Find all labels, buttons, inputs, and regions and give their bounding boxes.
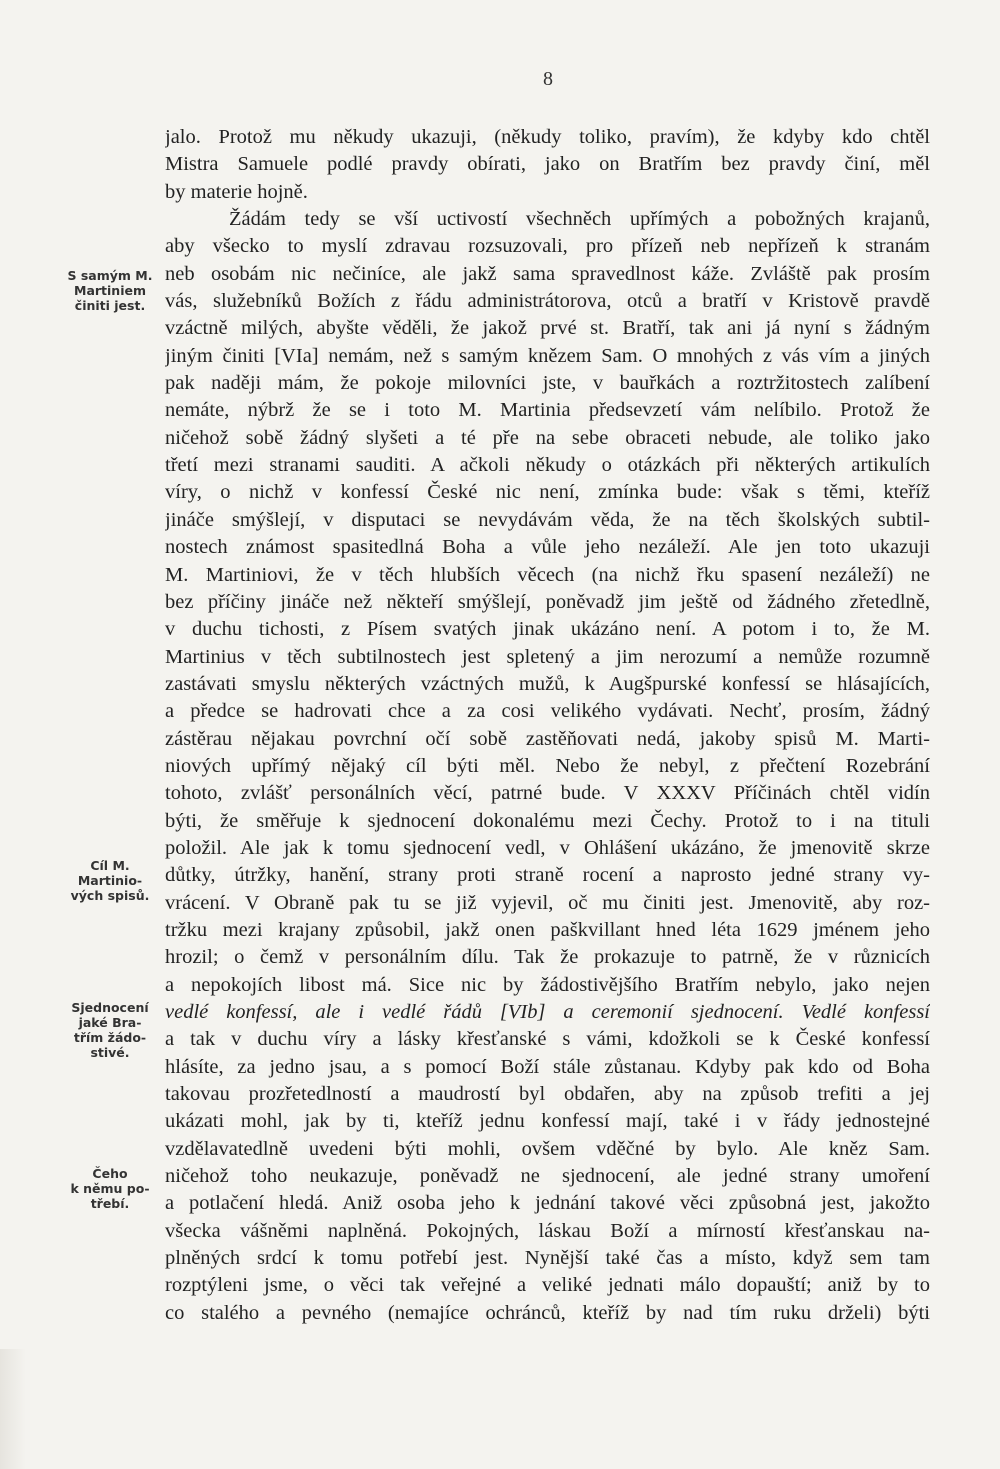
text-line: niových upřímý nějaký cíl býti měl. Nebo že nebyl, z přečtení Rozebrání (165, 754, 930, 777)
text-line: zastávati smyslu některých vzáctných mužů, k Augšpurské konfessí se hlásajících, (165, 672, 930, 695)
text-line: a nepokojích libost má. Sice nic by žádostivějšího Bratřím nebylo, jako nejen (165, 973, 930, 996)
body-text (165, 124, 930, 1327)
text-line: všecka vášněmi naplněná. Pokojných, láskau Boží a mírností křesťanskau na- (165, 1219, 930, 1242)
text-line: vzdělavatedlně uvedeni býti mohli, ovšem vděčné by bylo. Ale kněz Sam. (165, 1137, 930, 1160)
text-line: rozptýleni jsme, o věci tak veřejné a veliké jednati málo dopauští; aniž by to (165, 1274, 930, 1297)
text-line: hrozil; o čemž v personálním dílu. Tak že prokazuje to patrně, že v různicích (165, 946, 930, 969)
text-line: vás, služebníků Božích z řádu administrátorova, otců a bratří v Kristově pravdě (165, 290, 930, 313)
text-line: ukázati mohl, jak by ti, kteříž jednu konfessí mají, také i v řády jednostejné (165, 1110, 930, 1133)
marginal-note-line: činiti jest. (74, 298, 146, 313)
text-line: aby všecko to myslí zdravau rozsuzovali, pro přízeň neb nepřízeň k stranám (165, 235, 930, 258)
text-line: jalo. Protož mu někudy ukazuji, (někudy toliko, pravím), že kdyby kdo chtěl (165, 126, 930, 148)
marginal-note-line: Sjednocení (71, 1000, 149, 1015)
marginal-note-line: jaké Bra- (78, 1015, 142, 1030)
marginal-note-line: vých spisů. (70, 888, 150, 903)
text-line: by materie hojně. (165, 180, 308, 203)
text-line: důtky, útržky, hanění, strany proti straně rocení a naprosto jedné strany vy- (165, 864, 930, 887)
text-line: nostech známost spasitedlná Boha a vůle jeho nezáleží. Ale jen toto ukazuji (165, 536, 930, 559)
text-line: vrácení. V Obraně pak tu se již vyjevil, oč mu činiti jest. Jmenovitě, aby roz- (165, 891, 930, 914)
marginal-note-line: k němu po- (70, 1181, 150, 1196)
text-line: ničehož sobě žádný slyšeti a té pře na sebe obraceti nebude, ale toliko jako (165, 426, 930, 449)
marginal-note (60, 1000, 160, 1060)
text-line: takovau prozřetedlností a maudrostí byl obdařen, aby na způsob trefiti a jej (165, 1083, 930, 1106)
text-line: nemáte, nýbrž že se i toto M. Martinia předsevzetí vám nelíbilo. Protož že (165, 399, 930, 422)
text-line: Martinius v těch subtilnostech jest spletený a jim nerozumí a nemůže rozumně (165, 645, 930, 668)
text-line: Mistra Samuele podlé pravdy obírati, jako on Bratřím bez pravdy činí, měl (165, 153, 930, 176)
text-line: co stalého a pevného (nemajíce ochránců, kteříž by nad tím ruku drželi) býti (165, 1301, 930, 1324)
marginal-note-line: stivé. (90, 1045, 130, 1060)
text-line: třetí mezi stranami sauditi. A ačkoli někudy o otázkách při některých artikulích (165, 454, 930, 477)
text-line: a tak v duchu víry a lásky křesťanské s vámi, kdožkoli se k České konfessí (165, 1028, 930, 1051)
marginal-note-line: třebí. (90, 1196, 130, 1211)
text-line: vzáctně milých, abyšte věděli, že jakož prvé st. Bratří, tak ani já nyní s žádným (165, 317, 930, 340)
marginal-note-line: Cíl M. (90, 858, 130, 873)
text-line: Žádám tedy se vší uctivostí všechněch upřímých a pobožných krajanů, (229, 208, 930, 231)
marginal-note-line: S samým M. (67, 268, 153, 283)
text-line: pak naději mám, že pokoje milovníci jste, v bauřkách a roztržitostech zalíbení (165, 372, 930, 395)
text-line: ničehož toho neukazuje, poněvadž ne sjednocení, ale jedné strany umoření (165, 1165, 930, 1188)
marginal-note-line: Čeho (92, 1166, 128, 1181)
text-line: plněných srdcí k tomu potřebí jest. Nynější také čas a místo, když sem tam (165, 1247, 930, 1270)
text-line: a předce se hadrovati chce a za cosi velikého vydávati. Nechť, prosím, žádný (165, 700, 930, 723)
text-line: zástěrau nějakau povrchní očí sobě zastěňovati nedá, jakoby spisů M. Marti- (165, 727, 930, 750)
marginal-note (60, 268, 160, 313)
text-line: hlásíte, za jedno jsau, a s pomocí Boží stále zůstanau. Kdyby pak kdo od Boha (165, 1055, 930, 1078)
text-line: jináče smýšlejí, v disputaci se nevydávám věda, že na těch školských subtil- (165, 508, 930, 531)
marginal-note-line: Martiniem (74, 283, 146, 298)
text-line: býti, že směřuje k sjednocení dokonalému mezi Čechy. Protož to i na tituli (165, 809, 930, 832)
text-line: v duchu tichosti, z Písem svatých jinak ukázáno není. A potom i to, že M. (165, 618, 930, 641)
text-line: a potlačení hledá. Aniž osoba jeho k jednání takové věci způsobná jest, jakožto (165, 1192, 930, 1215)
text-line: M. Martiniovi, že v těch hlubších věcech (na nichž řku spasení nezáleží) ne (165, 563, 930, 586)
text-line: položil. Ale jak k tomu sjednocení vedl, v Ohlášení ukázáno, že jmenovitě skrze (165, 836, 930, 859)
marginal-note (60, 858, 160, 903)
text-line: neb osobám nic nečiníce, ale jakž sama spravedlnost káže. Zvláště pak prosím (165, 262, 930, 285)
text-line: víry, o nichž v konfessí České nic není, zmínka bude: však s těmi, kteříž (165, 481, 930, 504)
text-line: bez příčiny jináče než někteří smýšlejí, poněvadž jim ještě od žádného zřetedlně, (165, 590, 930, 613)
marginal-note-line: třím žádo- (73, 1030, 147, 1045)
text-line: tohoto, zvlášť personálních věcí, patrné bude. V XXXV Příčinách chtěl vidín (165, 782, 930, 805)
text-line: jiným činiti [VIa] nemám, než s samým knězem Sam. O mnohých z vás vím a jiných (165, 344, 930, 367)
page-edge-shadow (0, 1349, 26, 1469)
marginal-note-line: Martinio- (77, 873, 143, 888)
marginal-note (60, 1166, 160, 1211)
page-number: 8 (543, 68, 553, 90)
text-line: tržku mezi krajany způsobil, jakž onen paškvillant hned léta 1629 jménem jeho (165, 918, 930, 941)
text-line: vedlé konfessí, ale i vedlé řádů [VIb] a ceremonií sjednocení. Vedlé konfessí (165, 1001, 930, 1023)
